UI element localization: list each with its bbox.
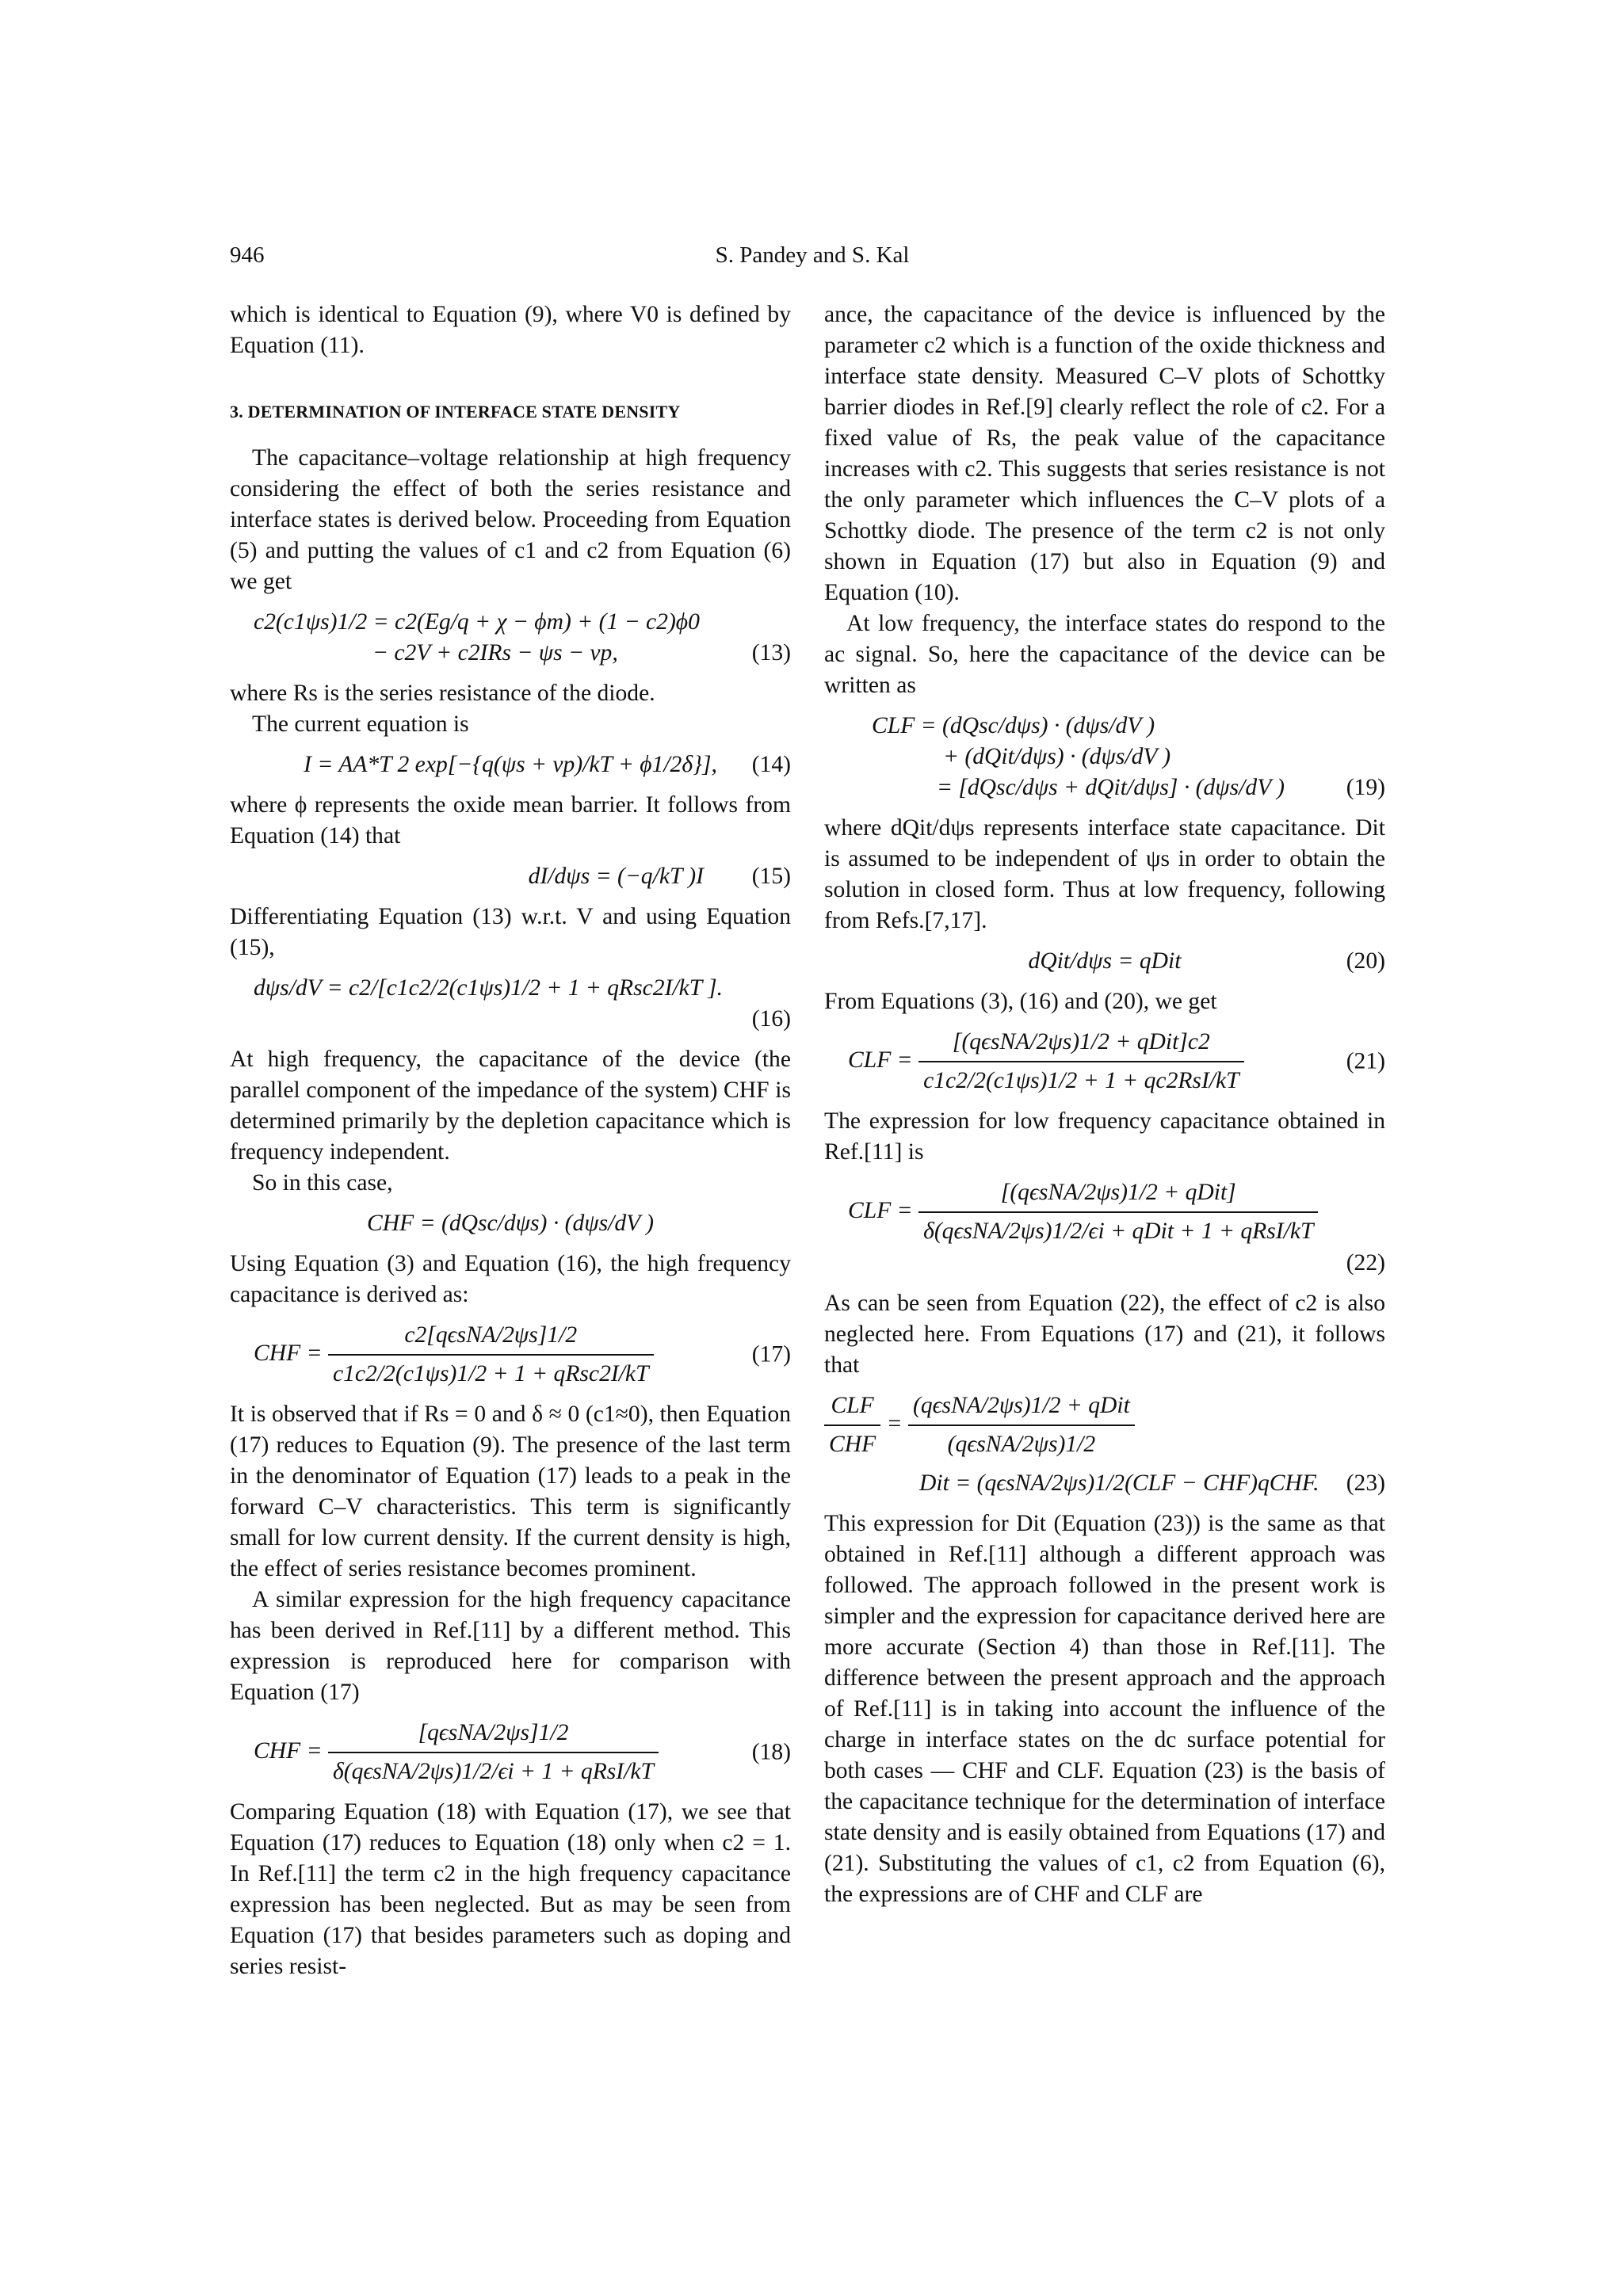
left-paragraph-3: where Rs is the series resistance of the diode. [230, 681, 655, 706]
equation-23-number: (23) [1346, 1470, 1385, 1496]
equation-20-number: (20) [1346, 948, 1385, 974]
equation-17-fraction [328, 1320, 654, 1390]
equation-19-line-3: = [dQsc/dψs + dQit/dψs] · (dψs/dV ) [937, 775, 1285, 800]
left-paragraph-1: which is identical to Equation (9), where V0 is defined by Equation (11). [230, 302, 791, 358]
equation-20-body: dQit/dψs = qDit [1028, 948, 1182, 974]
equation-23 [824, 1390, 1385, 1499]
equation-18-lhs: CHF = [254, 1737, 323, 1764]
equation-19-line-2: + (dQit/dψs) · (dψs/dV ) [943, 744, 1171, 769]
equation-23-fraction [908, 1390, 1135, 1460]
equation-23-ratio-denominator: CHF [829, 1432, 876, 1457]
equation-22-number: (22) [1346, 1250, 1385, 1276]
section-heading: 3. DETERMINATION OF INTERFACE STATE DENSITY [230, 402, 681, 421]
equation-chf [230, 1208, 791, 1239]
equation-15 [230, 861, 791, 892]
equation-23-line-2: Dit = (qϵsNA/2ψs)1/2(CLF − CHF)qCHF. [919, 1470, 1319, 1496]
equation-13-number: (13) [751, 640, 791, 666]
equation-19-number: (19) [1346, 775, 1385, 800]
equation-13-line-2: − c2V + c2IRs − ψs − vp, [372, 640, 618, 666]
running-authors: S. Pandey and S. Kal [715, 242, 910, 268]
equation-21-fraction [918, 1027, 1244, 1097]
left-column [230, 299, 791, 1982]
equation-14-number: (14) [751, 752, 791, 777]
right-paragraph-5: The expression for low frequency capacitance obtained in Ref.[11] is [824, 1108, 1385, 1165]
equation-17 [230, 1320, 791, 1390]
equation-21-denominator: c1c2/2(c1ψs)1/2 + 1 + qc2RsI/kT [923, 1068, 1239, 1093]
right-paragraph-6: As can be seen from Equation (22), the effect of c2 is also neglected here. From Equations (17) and (21), it follows that [824, 1291, 1385, 1378]
equation-20 [824, 946, 1385, 977]
equation-23-denominator: (qϵsNA/2ψs)1/2 [947, 1432, 1096, 1457]
equation-22-lhs: CLF = [848, 1197, 913, 1223]
right-paragraph-3: where dQit/dψs represents interface state capacitance. Dit is assumed to be independent of ψs in order to obtain the solution in closed form. Thus at low frequency, following from Refs.[7,17]. [824, 815, 1385, 933]
equation-21-lhs: CLF = [848, 1047, 913, 1073]
left-paragraph-9: Using Equation (3) and Equation (16), the high frequency capacitance is derived as: [230, 1251, 791, 1307]
equation-18-denominator: δ(qϵsNA/2ψs)1/2/ϵi + 1 + qRsI/kT [332, 1759, 654, 1784]
left-paragraph-11: A similar expression for the high frequency capacitance has been derived in Ref.[11] by a different method. This expression is reproduced here for comparison with Equation (17) [230, 1587, 791, 1705]
equation-23-ratio-numerator: CLF [824, 1390, 880, 1426]
equation-23-numerator: (qϵsNA/2ψs)1/2 + qDit [908, 1390, 1135, 1426]
equation-16-body: dψs/dV = c2/[c1c2/2(c1ψs)1/2 + 1 + qRsc2I/kT ]. [254, 975, 724, 1001]
equation-13-line-1: c2(c1ψs)1/2 = c2(Eg/q + χ − ϕm) + (1 − c2)ϕ0 [254, 609, 700, 635]
equation-19-line-1: CLF = (dQsc/dψs) · (dψs/dV ) [872, 713, 1155, 738]
equation-18-number: (18) [751, 1739, 791, 1765]
equation-18 [230, 1718, 791, 1787]
left-paragraph-4: The current equation is [252, 711, 469, 737]
left-paragraph-8: So in this case, [252, 1170, 393, 1196]
equation-22-denominator: δ(qϵsNA/2ψs)1/2/ϵi + qDit + 1 + qRsI/kT [923, 1219, 1314, 1244]
right-paragraph-2: At low frequency, the interface states do respond to the ac signal. So, here the capacitance of the device can be written as [824, 611, 1385, 698]
left-paragraph-5: where ϕ represents the oxide mean barrier. It follows from Equation (14) that [230, 792, 791, 849]
equation-23-ratio [824, 1390, 880, 1460]
right-paragraph-7: This expression for Dit (Equation (23)) is the same as that obtained in Ref.[11] although a different approach was followed. The approach followed in the present work is simpler and the expression for capacitance derived here are more accurate (Section 4) than those in Ref.[11]. The difference between the present approach and the approach of Ref.[11] is in taking into account the influence of the charge in interface states on the dc surface potential for both cases — CHF and CLF. Equation (23) is the basis of the capacitance technique for the determination of interface state density and is easily obtained from Equations (17) and (21). Substituting the values of c1, c2 from Equation (6), the expressions are of CHF and CLF are [824, 1511, 1385, 1907]
equation-17-lhs: CHF = [254, 1340, 323, 1366]
equation-14-body: I = AA*T 2 exp[−{q(ψs + vp)/kT + ϕ1/2δ}], [304, 752, 717, 777]
equation-16 [230, 973, 791, 1035]
equation-15-body: dI/dψs = (−q/kT )I [528, 864, 704, 889]
equation-18-numerator: [qϵsNA/2ψs]1/2 [328, 1718, 659, 1753]
equation-21-numerator: [(qϵsNA/2ψs)1/2 + qDit]c2 [918, 1027, 1244, 1062]
page-number: 946 [230, 242, 265, 268]
equation-16-number: (16) [751, 1006, 791, 1032]
equation-21-number: (21) [1346, 1048, 1385, 1074]
left-paragraph-12: Comparing Equation (18) with Equation (17), we see that Equation (17) reduces to Equation (18) only when c2 = 1. In Ref.[11] the term c2 in the high frequency capacitance expression has been neglected. But as may be seen from Equation (17) that besides parameters such as doping and series resist- [230, 1799, 791, 1979]
right-paragraph-1: ance, the capacitance of the device is influenced by the parameter c2 which is a function of the oxide thickness and interface state density. Measured C–V plots of Schottky barrier diodes in Ref.[9] clearly reflect the role of c2. For a fixed value of Rs, the peak value of the capacitance increases with c2. This suggests that series resistance is not the only parameter which influences the C–V plots of a Schottky diode. The presence of the term c2 is not only shown in Equation (17) but also in Equation (9) and Equation (10). [824, 302, 1385, 605]
equation-17-numerator: c2[qϵsNA/2ψs]1/2 [328, 1320, 654, 1356]
equation-chf-body: CHF = (dQsc/dψs) · (dψs/dV ) [367, 1211, 654, 1236]
right-column [824, 299, 1385, 1910]
equation-19 [824, 711, 1385, 803]
equation-22-numerator: [(qϵsNA/2ψs)1/2 + qDit] [918, 1177, 1318, 1213]
left-paragraph-2: The capacitance–voltage relationship at high frequency considering the effect of both the series resistance and interface states is derived below. Proceeding from Equation (5) and putting the values of c1 and c2 from Equation (6) we get [230, 445, 791, 594]
equation-23-equals: = [886, 1410, 903, 1436]
right-paragraph-4: From Equations (3), (16) and (20), we get [824, 989, 1217, 1014]
left-paragraph-6: Differentiating Equation (13) w.r.t. V and using Equation (15), [230, 904, 791, 960]
equation-15-number: (15) [751, 864, 791, 889]
equation-13 [230, 607, 791, 669]
left-paragraph-7: At high frequency, the capacitance of the device (the parallel component of the impedance of the system) CHF is determined primarily by the depletion capacitance which is frequency independent. [230, 1047, 791, 1165]
left-paragraph-10: It is observed that if Rs = 0 and δ ≈ 0 (c1≈0), then Equation (17) reduces to Equation (9). The presence of the last term in the denominator of Equation (17) leads to a peak in the forward C–V characteristics. This term is significantly small for low current density. If the current density is high, the effect of series resistance becomes prominent. [230, 1402, 791, 1581]
equation-22 [824, 1177, 1385, 1279]
equation-14 [230, 749, 791, 780]
running-header [230, 242, 1395, 282]
equation-18-fraction [328, 1718, 659, 1787]
equation-22-fraction [918, 1177, 1318, 1247]
equation-17-denominator: c1c2/2(c1ψs)1/2 + 1 + qRsc2I/kT [332, 1361, 649, 1386]
equation-17-number: (17) [751, 1341, 791, 1367]
equation-21 [824, 1027, 1385, 1097]
